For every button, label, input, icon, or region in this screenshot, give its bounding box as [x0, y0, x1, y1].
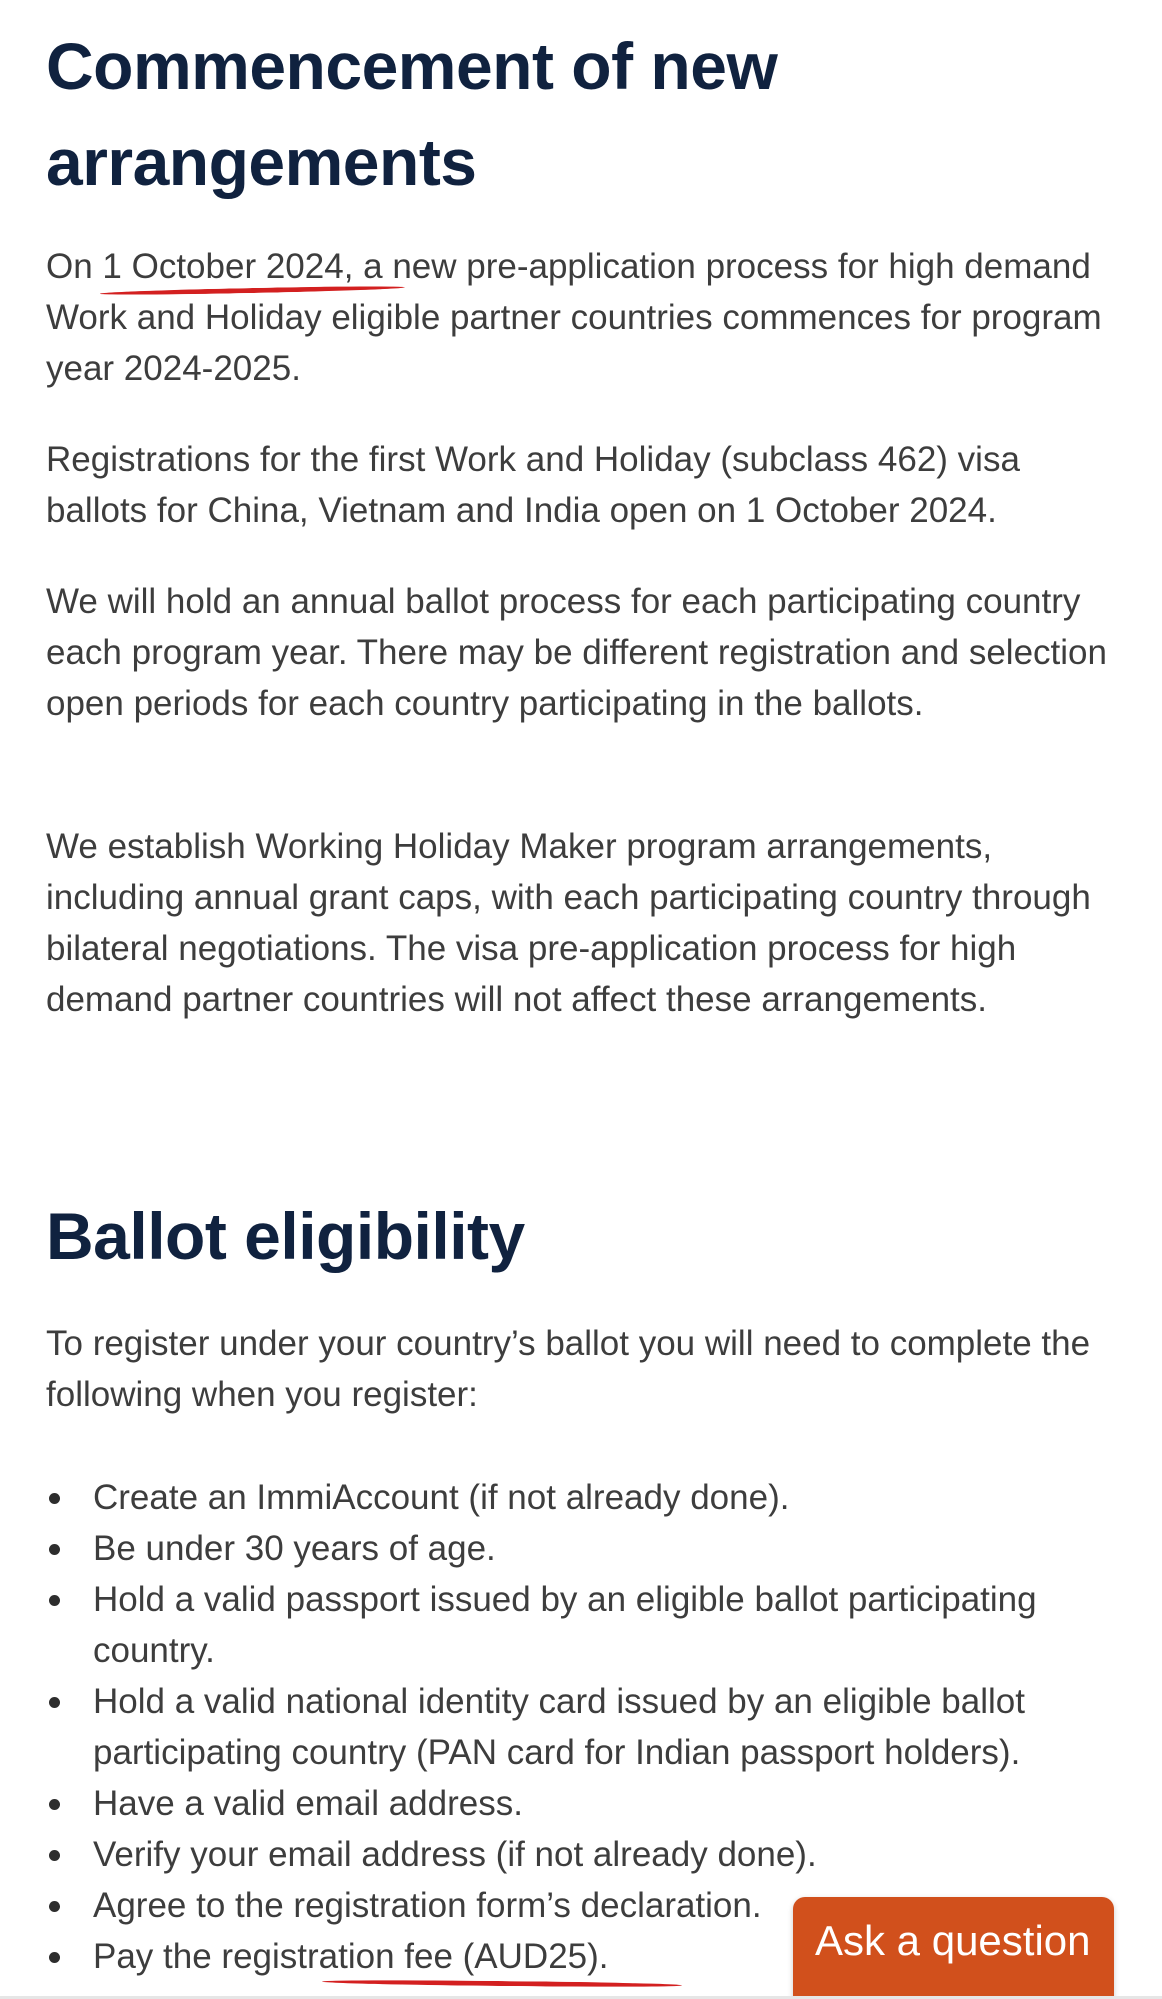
list-item: Create an ImmiAccount (if not already done).: [46, 1472, 1126, 1523]
paragraph-ballot-intro: To register under your country’s ballot you will need to complete the following when you register:: [46, 1324, 1091, 1414]
list-item: Pay the registration fee (AUD25).: [46, 1931, 1126, 1982]
paragraph-program-arrangements: We establish Working Holiday Maker program arrangements, including annual grant caps, with each participating country through bilateral negotiations. The visa pre-application process for high demand partner countries will not affect these arrangements.: [46, 827, 1091, 1019]
list-item: Verify your email address (if not already done).: [46, 1829, 1126, 1880]
heading-ballot-eligibility: Ballot eligibility: [46, 1199, 525, 1273]
list-item: Have a valid email address.: [46, 1778, 1126, 1829]
paragraph-commencement-date: On 1 October 2024, a new pre-application process for high demand Work and Holiday eligible partner countries commences for program year 2024-2025.: [46, 247, 1102, 388]
list-item: Hold a valid passport issued by an eligible ballot participating country.: [46, 1574, 1126, 1676]
list-item: Agree to the registration form’s declaration.: [46, 1880, 1126, 1931]
list-item: Hold a valid national identity card issued by an eligible ballot participating country (PAN card for Indian passport holders).: [46, 1676, 1126, 1778]
paragraph-annual-ballot: We will hold an annual ballot process for each participating country each program year. There may be different registration and selection open periods for each country participating in the ballots.: [46, 582, 1107, 723]
ask-a-question-button[interactable]: Ask a question: [793, 1897, 1114, 1999]
paragraph-registrations: Registrations for the first Work and Holiday (subclass 462) visa ballots for China, Vietnam and India open on 1 October 2024.: [46, 440, 1020, 530]
heading-commencement: Commencement of new arrangements: [46, 29, 778, 199]
list-item: Be under 30 years of age.: [46, 1523, 1126, 1574]
